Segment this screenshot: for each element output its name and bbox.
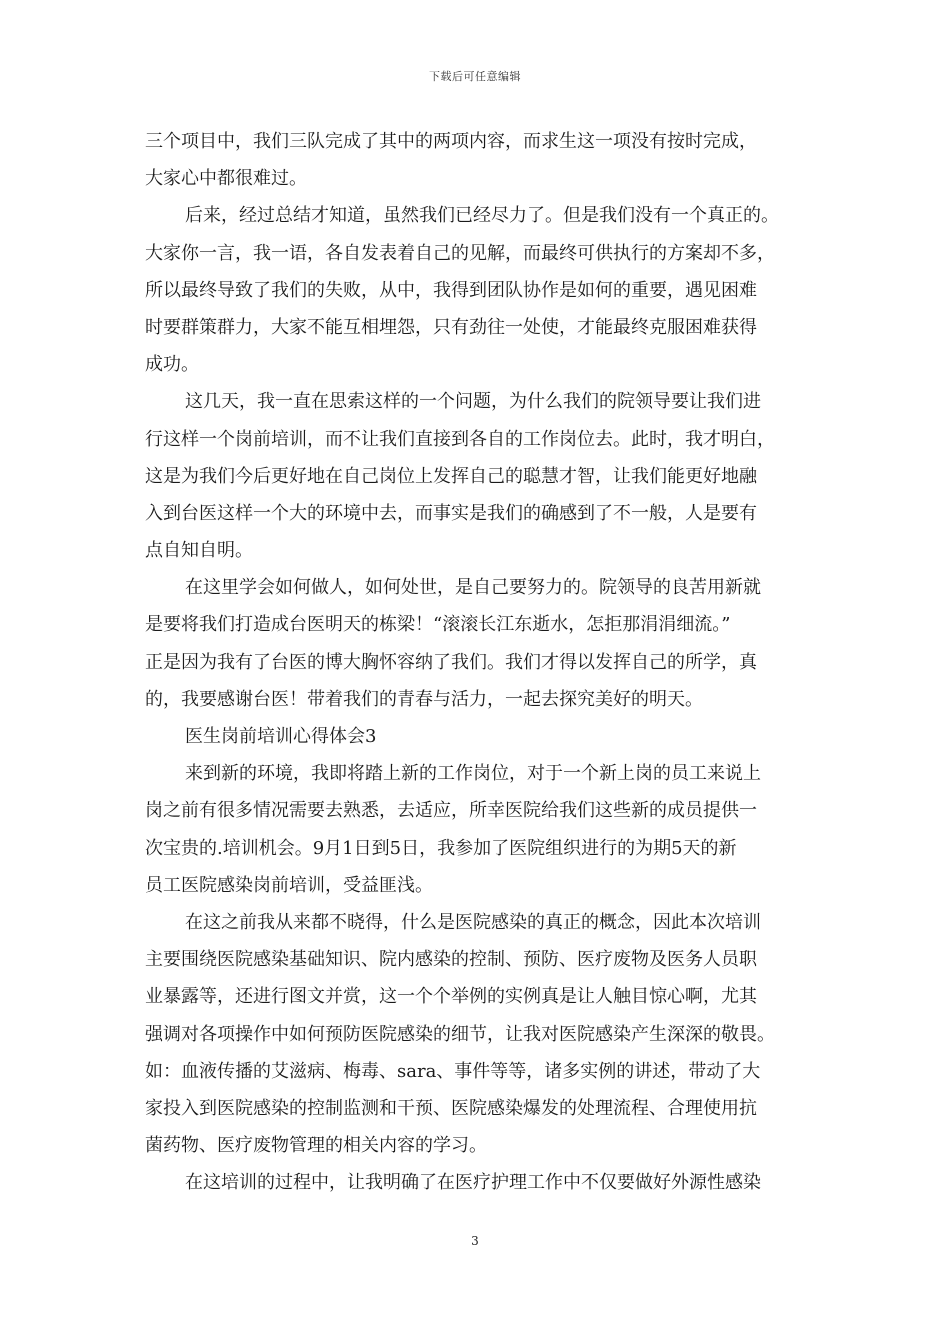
text-line: 入到台医这样一个大的环境中去，而事实是我们的确感到了不一般，人是要有 — [145, 502, 757, 524]
text-line: 在这培训的过程中，让我明确了在医疗护理工作中不仅要做好外源性感染 — [185, 1172, 761, 1194]
text-line: 的，我要感谢台医！带着我们的青春与活力，一起去探究美好的明天。 — [145, 688, 703, 710]
text-line: 岗之前有很多情况需要去熟悉，去适应，所幸医院给我们这些新的成员提供一 — [145, 800, 757, 822]
text-line: 所以最终导致了我们的失败，从中，我得到团队协作是如何的重要，遇见困难 — [145, 279, 757, 301]
text-line: 主要围绕医院感染基础知识、院内感染的控制、预防、医疗废物及医务人员职 — [145, 949, 757, 971]
text-line: 在这里学会如何做人，如何处世，是自己要努力的。院领导的良苦用新就 — [185, 577, 761, 599]
text-line: 成功。 — [145, 354, 199, 376]
text-line: 来到新的环境，我即将踏上新的工作岗位，对于一个新上岗的员工来说上 — [185, 763, 761, 785]
text-line: 在这之前我从来都不晓得，什么是医院感染的真正的概念，因此本次培训 — [185, 911, 761, 933]
text-line: 家投入到医院感染的控制监测和干预、医院感染爆发的处理流程、合理使用抗 — [145, 1097, 757, 1119]
text-line: 这几天，我一直在思索这样的一个问题，为什么我们的院领导要让我们进 — [185, 391, 761, 413]
text-line: 三个项目中，我们三队完成了其中的两项内容，而求生这一项没有按时完成， — [145, 131, 757, 152]
text-line: 点自知自明。 — [145, 540, 253, 562]
text-line: 正是因为我有了台医的博大胸怀容纳了我们。我们才得以发挥自己的所学，真 — [145, 651, 757, 673]
text-line: 菌药物、医疗废物管理的相关内容的学习。 — [145, 1135, 487, 1157]
text-line: 后来，经过总结才知道，虽然我们已经尽力了。但是我们没有一个真正的。 — [185, 205, 779, 227]
text-line: 如：血液传播的艾滋病、梅毒、sara、事件等等，诸多实例的讲述，带动了大 — [145, 1060, 761, 1082]
text-line: 时要群策群力，大家不能互相埋怨，只有劲往一处使，才能最终克服困难获得 — [145, 316, 757, 338]
body-text — [145, 123, 807, 1201]
text-line: 员工医院感染岗前培训，受益匪浅。 — [145, 874, 433, 896]
page-number: 3 — [471, 1234, 479, 1248]
text-line: 业暴露等，还进行图文并赏，这一个个举例的实例真是让人触目惊心啊，尤其 — [145, 986, 757, 1008]
page-header: 下载后可任意编辑 — [429, 70, 521, 83]
text-line: 是要将我们打造成台医明天的栋梁！“滚滚长江东逝水，怎拒那涓涓细流。” — [145, 614, 731, 636]
text-line: 次宝贵的.培训机会。9月1日到5日，我参加了医院组织进行的为期5天的新 — [145, 837, 737, 859]
text-line: 大家心中都很难过。 — [145, 168, 307, 190]
text-line: 医生岗前培训心得体会3 — [185, 726, 377, 747]
text-line: 这是为我们今后更好地在自己岗位上发挥自己的聪慧才智，让我们能更好地融 — [145, 465, 757, 487]
text-line: 行这样一个岗前培训，而不让我们直接到各自的工作岗位去。此时，我才明白， — [145, 428, 775, 450]
text-line: 大家你一言，我一语，各自发表着自己的见解，而最终可供执行的方案却不多， — [145, 242, 775, 264]
text-line: 强调对各项操作中如何预防医院感染的细节，让我对医院感染产生深深的敬畏。 — [145, 1023, 775, 1045]
